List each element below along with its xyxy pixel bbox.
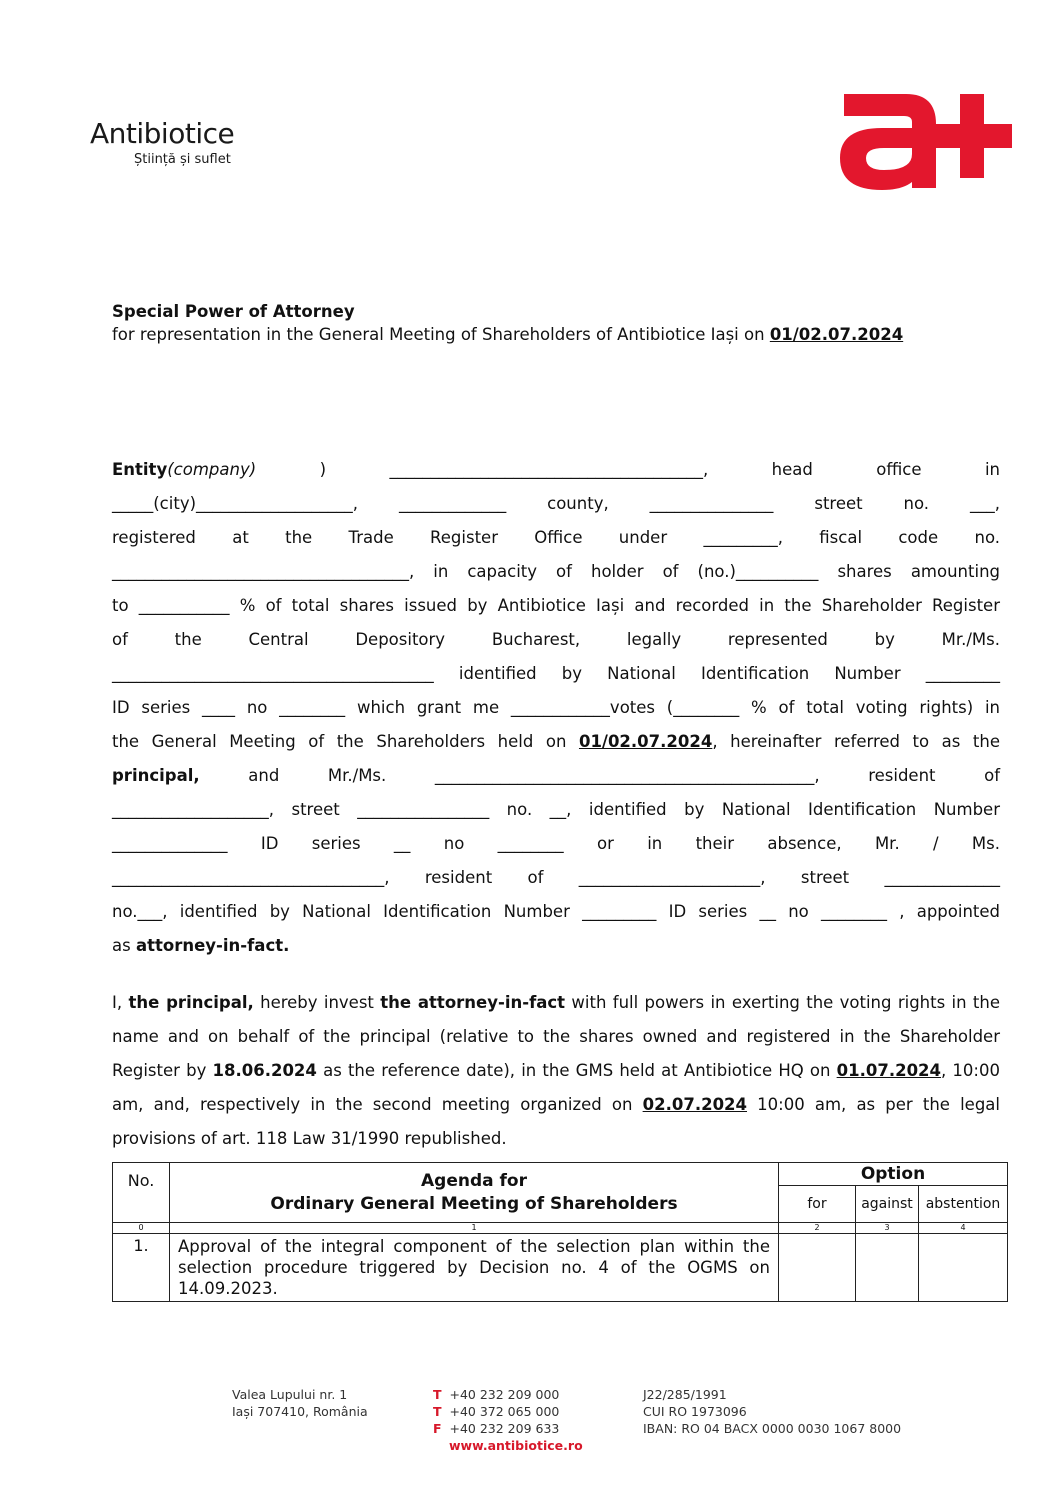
footer-contact (433, 1386, 583, 1454)
vote-abstention-cell[interactable] (919, 1234, 1008, 1302)
p2-text: with full powers in exerting the voting rights in the name and on behalf of the principal (relative to the shares owned and registered in the Shareholder Register by (112, 993, 1000, 1080)
vote-against-cell[interactable] (856, 1234, 919, 1302)
column-index: 3 (856, 1223, 919, 1234)
column-header-no: No. (113, 1163, 170, 1223)
reference-date: 18.06.2024 (212, 1061, 317, 1080)
column-header-option: Option (779, 1163, 1008, 1186)
paragraph-line (112, 725, 1000, 759)
line-text: and Mr./Ms. ______________________________________________, resident of (199, 766, 1000, 785)
logo-tagline: Știință și suflet (134, 152, 231, 167)
paragraph-line: _____(city)___________________, _____________ county, _______________ street no. ___, (112, 494, 1000, 513)
column-index: 4 (919, 1223, 1008, 1234)
second-meeting-date: 02.07.2024 (642, 1095, 748, 1114)
principal-label: the principal, (128, 993, 254, 1012)
iban: IBAN: RO 04 BACX 0000 0030 1067 8000 (643, 1421, 902, 1436)
phone-2 (433, 1403, 583, 1420)
paragraph-line (112, 453, 1000, 487)
cui: CUI RO 1973096 (643, 1404, 747, 1419)
column-index-row (113, 1223, 1008, 1234)
column-header-agenda (170, 1163, 779, 1223)
line-text: as (112, 936, 136, 955)
fax-label: F (433, 1421, 442, 1436)
paragraph-line (112, 929, 1000, 963)
paragraph-line: of the Central Depository Bucharest, legally represented by Mr./Ms. (112, 630, 1000, 649)
meeting-date: 01/02.07.2024 (769, 325, 904, 344)
investment-paragraph (112, 986, 1000, 1156)
entity-fill-line: ) ______________________________________, head office in (256, 460, 1000, 479)
meeting-date: 01/02.07.2024 (578, 732, 713, 751)
vote-for-cell[interactable] (779, 1234, 856, 1302)
first-meeting-date: 01.07.2024 (836, 1061, 942, 1080)
fax-number: +40 232 209 633 (449, 1421, 560, 1436)
a-plus-logo-icon (836, 88, 1016, 192)
p2-text: , 10:00 am, and, respectively in the second meeting organized on (112, 1061, 1000, 1114)
agenda-header-line-1: Agenda for (421, 1170, 527, 1191)
phone-1 (433, 1386, 583, 1403)
p2-text: hereby invest (253, 993, 381, 1012)
phone-number: +40 232 209 000 (449, 1387, 560, 1402)
company-logo (90, 118, 234, 167)
phone-number: +40 372 065 000 (449, 1404, 560, 1419)
paragraph-line: ______________ ID series __ no ________ or in their absence, Mr. / Ms. (112, 834, 1000, 853)
column-index: 0 (113, 1223, 170, 1234)
company-label: (company) (167, 460, 257, 479)
title-line-2 (112, 323, 903, 346)
column-header-for: for (779, 1186, 856, 1223)
paragraph-line: registered at the Trade Register Office under _________, fiscal code no. (112, 528, 1000, 547)
attorney-label: the attorney-in-fact (380, 993, 566, 1012)
fax (433, 1420, 583, 1437)
column-index: 2 (779, 1223, 856, 1234)
paragraph-line: _______________________________________ identified by National Identification Number _________ (112, 664, 1000, 683)
table-row (113, 1234, 1008, 1302)
paragraph-line: ____________________________________, in capacity of holder of (no.)__________ shares amounting (112, 562, 1000, 581)
agenda-item-text: Approval of the integral component of the selection plan within the selection procedure triggered by Decision no. 4 of the OGMS on 14.09.2023. (170, 1234, 779, 1302)
phone-label: T (433, 1404, 442, 1419)
paragraph-line: to ___________ % of total shares issued by Antibiotice Iași and recorded in the Shareholder Register (112, 596, 1000, 615)
phone-label: T (433, 1387, 442, 1402)
line-text: the General Meeting of the Shareholders held on (112, 732, 579, 751)
p2-text: 10:00 am, as per the legal provisions of art. 118 Law 31/1990 republished. (112, 1095, 1000, 1148)
principal-label: principal, (112, 766, 200, 785)
title-line-1: Special Power of Attorney (112, 302, 355, 321)
agenda-item-number: 1. (113, 1234, 170, 1302)
trade-register-no: J22/285/1991 (643, 1387, 727, 1402)
footer-registration (643, 1386, 901, 1437)
line-text: , hereinafter referred to as the (712, 732, 1001, 751)
agenda-table (112, 1162, 1008, 1302)
address-line-2: Iași 707410, România (232, 1404, 368, 1419)
p2-text: as the reference date), in the GMS held at Antibiotice HQ on (316, 1061, 837, 1080)
paragraph-line: _________________________________, resident of ______________________, street ______________ (112, 868, 1000, 887)
footer-address (232, 1386, 368, 1420)
column-index: 1 (170, 1223, 779, 1234)
paragraph-line: ID series ____ no ________ which grant me ____________votes (________ % of total voting rights) in (112, 698, 1000, 717)
entity-label: Entity (112, 460, 168, 479)
address-line-1: Valea Lupului nr. 1 (232, 1387, 348, 1402)
paragraph-line: no.___, identified by National Identification Number _________ ID series __ no ________ , appointed (112, 902, 1000, 921)
title-prefix: for representation in the General Meeting of Shareholders of Antibiotice Iași on (112, 325, 770, 344)
column-header-against: against (856, 1186, 919, 1223)
document-title (112, 300, 903, 346)
logo-name: Antibiotice (90, 117, 235, 150)
paragraph-line (112, 759, 1000, 793)
principal-details-paragraph (112, 453, 1000, 963)
attorney-label: attorney-in-fact. (135, 936, 290, 955)
website-link[interactable]: www.antibiotice.ro (449, 1438, 583, 1453)
agenda-header-line-2: Ordinary General Meeting of Shareholders (270, 1193, 678, 1214)
paragraph-line: ___________________, street ________________ no. __, identified by National Identification Number (112, 800, 1000, 819)
column-header-abstention: abstention (919, 1186, 1008, 1223)
p2-text: I, (112, 993, 129, 1012)
